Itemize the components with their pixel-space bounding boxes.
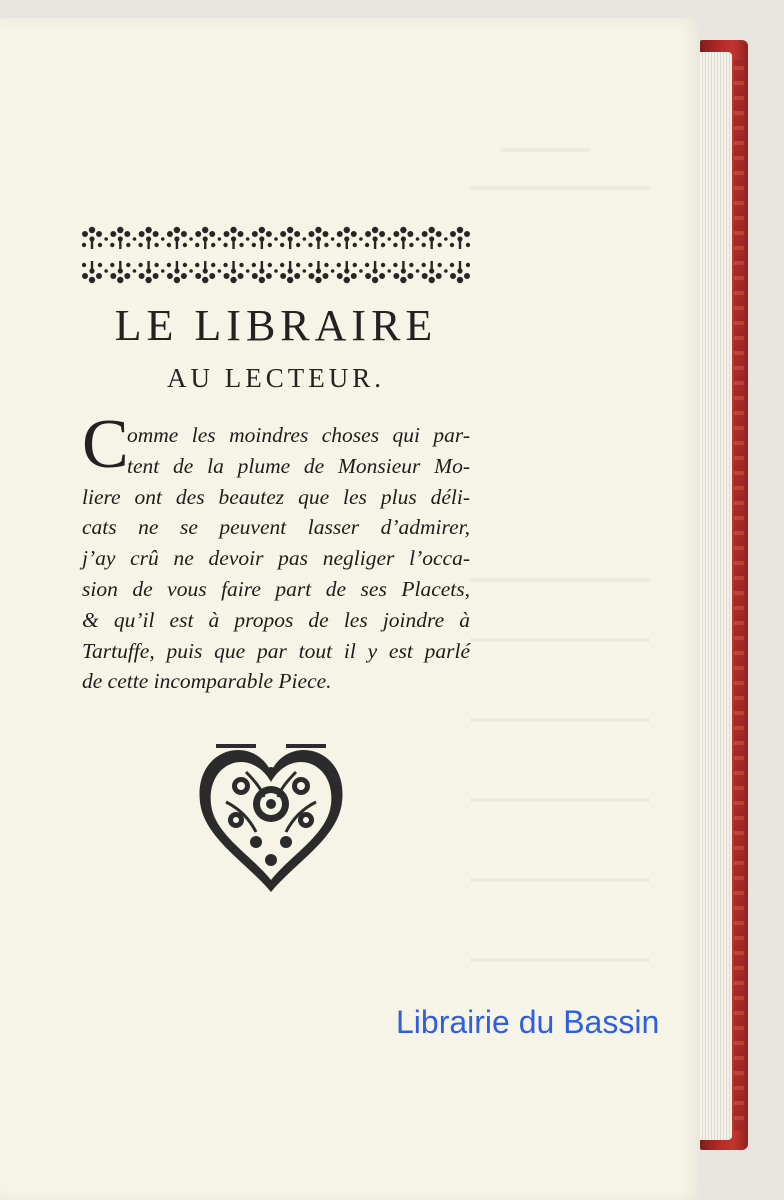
text-line: liere ont des beautez que les plus déli- [82,484,470,509]
text-line: tent de la plume de Monsieur Mo- [127,453,470,478]
fleuron-band-icon [82,222,470,288]
text-line: & qu’il est à propos de les joindre à [82,607,470,632]
show-through-line [470,638,650,642]
page-title: LE LIBRAIRE [114,301,438,350]
show-through-line [470,958,650,962]
show-through-line [470,718,650,722]
drop-cap: C [82,406,129,483]
heart-vignette-icon [186,742,356,894]
text-line: omme les moindres choses qui par- [127,423,470,447]
page-subtitle: AU LECTEUR. [167,363,385,393]
watermark-text: Librairie du Bassin [396,1004,660,1040]
text-line: sion de vous faire part de ses Placets, [82,576,470,601]
body-paragraph [82,420,470,697]
show-through-line [470,186,650,190]
text-line: Tartuffe, puis que par tout il y est parlé [82,638,470,663]
text-line: cats ne se peuvent lasser d’admirer, [82,515,470,540]
text-line: j’ay crû ne devoir pas negliger l’occa- [82,546,470,571]
show-through-line [470,878,650,882]
text-line: de cette incomparable Piece. [82,669,332,694]
show-through-line [500,148,590,152]
show-through-line [470,578,650,582]
show-through-line [470,798,650,802]
